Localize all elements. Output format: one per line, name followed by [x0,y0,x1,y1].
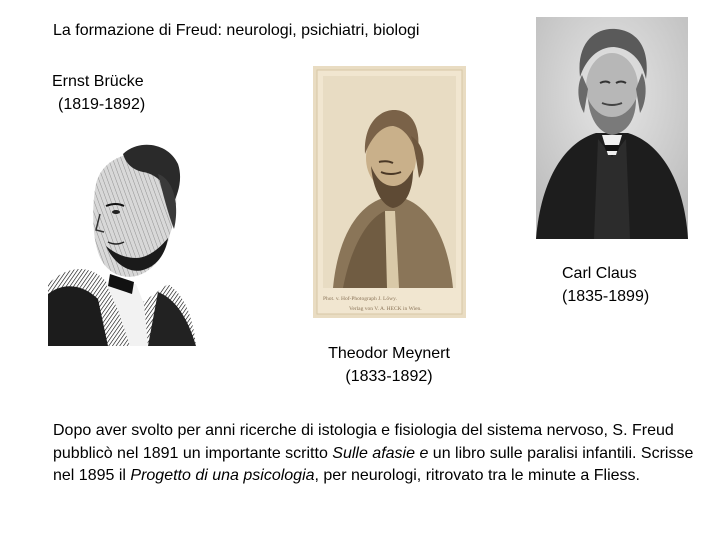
caption-meynert-dates: (1833-1892) [345,368,433,385]
portrait-meynert [313,66,466,318]
caption-brucke-dates: (1819-1892) [58,96,146,113]
body-italic-progetto: Progetto di una psicologia [130,467,315,484]
caption-brucke [52,70,145,116]
body-text-part3: , per neurologi, ritrovato tra le minute a Fliess. [314,467,640,484]
body-paragraph [53,420,703,488]
caption-claus-name: Carl Claus [562,265,637,282]
body-italic-sulle-afasie: Sulle afasie e [332,444,429,462]
caption-claus-dates: (1835-1899) [562,288,650,305]
caption-claus [562,262,649,308]
caption-meynert-name: Theodor Meynert [328,345,450,362]
body-text-part2: un libro sulle paralisi infantili. Scrisse nel 1895 il [53,444,694,484]
photo-imprint-line2: Verlag von V. A. HECK in Wien. [349,306,422,312]
body-text-part1: Dopo aver svolto per anni ricerche di istologia e fisiologia del sistema nervoso, S. Freud pubblicò nel 1891 un importante scritto [53,422,674,462]
photo-imprint-line1: Phot. v. Hof-Photograph J. Löwy. [323,296,397,302]
portrait-claus [536,17,688,239]
portrait-brucke [48,134,196,346]
caption-meynert [318,342,460,388]
caption-brucke-name: Ernst Brücke [52,73,144,90]
slide-title: La formazione di Freud: neurologi, psichiatri, biologi [53,22,420,39]
